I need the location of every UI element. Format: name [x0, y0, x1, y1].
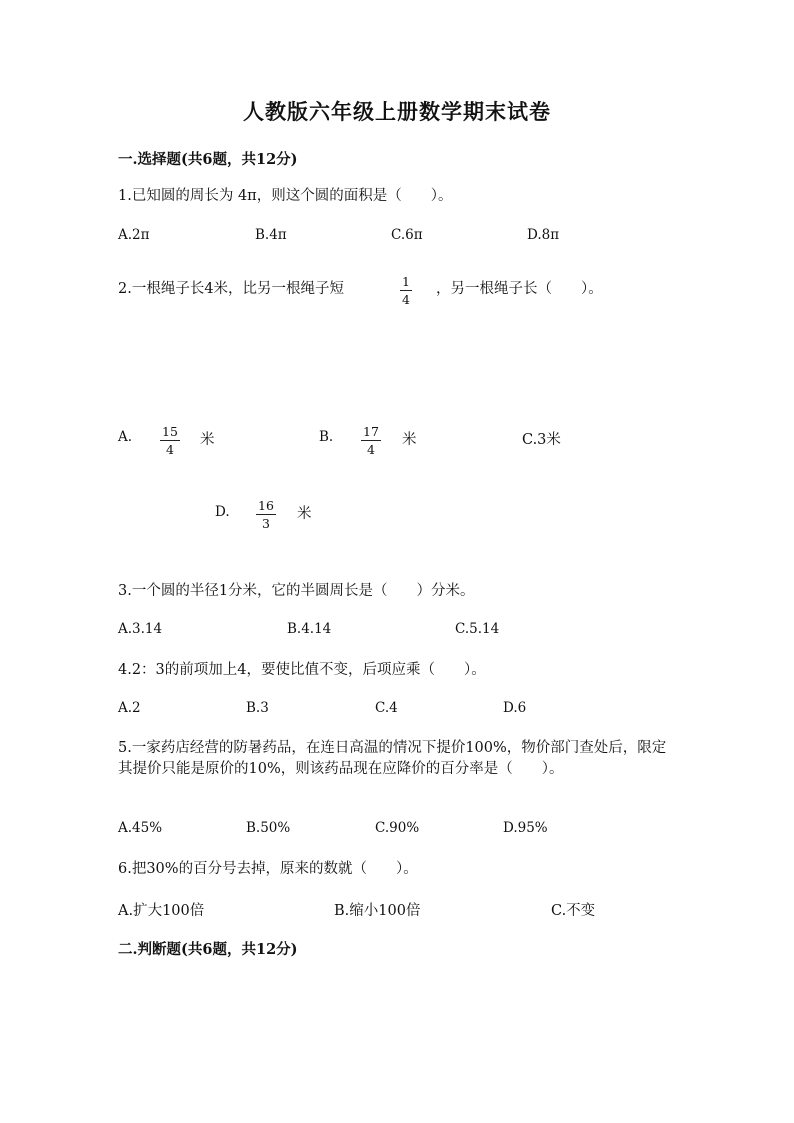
q2-option-c: C.3米	[522, 432, 561, 448]
q1-option-b: B.4π	[255, 227, 287, 243]
q2-option-b-unit: 米	[402, 432, 417, 448]
q2-option-d-denominator: 3	[261, 516, 270, 531]
q2-option-b-denominator: 4	[366, 442, 375, 457]
fraction-bar	[400, 290, 412, 291]
q4-option-b: B.3	[246, 700, 269, 716]
q2-option-b-numerator: 17	[363, 424, 379, 439]
q2-option-d-fraction	[256, 498, 276, 531]
fraction-bar	[256, 514, 276, 515]
q5-option-d: D.95%	[503, 820, 548, 836]
q2-option-d-unit: 米	[297, 506, 312, 522]
q4-option-d: D.6	[503, 700, 527, 716]
section-heading-choice: 一.选择题(共6题，共12分)	[118, 151, 298, 168]
q6-option-b: B.缩小100倍	[334, 903, 421, 919]
q2-fraction-denominator: 4	[402, 292, 410, 307]
q3-option-c: C.5.14	[455, 621, 500, 637]
q2-fraction-numerator: 1	[402, 274, 410, 289]
q5-option-b: B.50%	[246, 820, 291, 836]
q6-option-a: A.扩大100倍	[118, 903, 205, 919]
q1-option-d: D.8π	[527, 227, 560, 243]
q2-option-a-fraction	[160, 424, 180, 457]
q5-option-a: A.45%	[118, 820, 163, 836]
q2-option-d-numerator: 16	[258, 498, 274, 513]
q6-option-c: C.不变	[551, 903, 596, 919]
q2-fraction	[400, 274, 412, 307]
question-1-stem: 1.已知圆的周长为 4π，则这个圆的面积是（ ）。	[118, 188, 453, 204]
q2-option-d-label: D.	[215, 504, 230, 520]
q3-option-a: A.3.14	[118, 621, 163, 637]
fraction-bar	[160, 440, 180, 441]
q2-option-a-numerator: 15	[162, 424, 178, 439]
question-6-stem: 6.把30%的百分号去掉，原来的数就（ ）。	[118, 861, 418, 877]
q4-option-c: C.4	[375, 700, 398, 716]
fraction-bar	[361, 440, 381, 441]
q3-option-b: B.4.14	[287, 621, 332, 637]
q2-option-b-fraction	[361, 424, 381, 457]
q4-option-a: A.2	[118, 700, 141, 716]
page-title: 人教版六年级上册数学期末试卷	[243, 99, 551, 124]
question-4-stem: 4.2：3的前项加上4，要使比值不变，后项应乘（ ）。	[118, 662, 486, 678]
question-2-stem-before: 2.一根绳子长4米，比另一根绳子短	[118, 281, 345, 297]
question-2-stem-after: ，另一根绳子长（ ）。	[436, 281, 603, 297]
q1-option-c: C.6π	[391, 227, 423, 243]
q5-option-c: C.90%	[375, 820, 420, 836]
q2-option-a-unit: 米	[200, 432, 215, 448]
question-3-stem: 3.一个圆的半径1分米，它的半圆周长是（ ）分米。	[118, 583, 475, 599]
q1-option-a: A.2π	[118, 227, 150, 243]
q2-option-a-denominator: 4	[165, 442, 174, 457]
section-heading-judgement: 二.判断题(共6题，共12分)	[118, 941, 298, 958]
q2-option-a-label: A.	[118, 429, 133, 445]
q2-option-b-label: B.	[319, 429, 334, 445]
question-5-stem: 5.一家药店经营的防暑药品，在连日高温的情况下提价100%，物价部门查处后，限定其提价只能是原价的10%，则该药品现在应降价的百分率是（ ）。	[118, 740, 667, 777]
